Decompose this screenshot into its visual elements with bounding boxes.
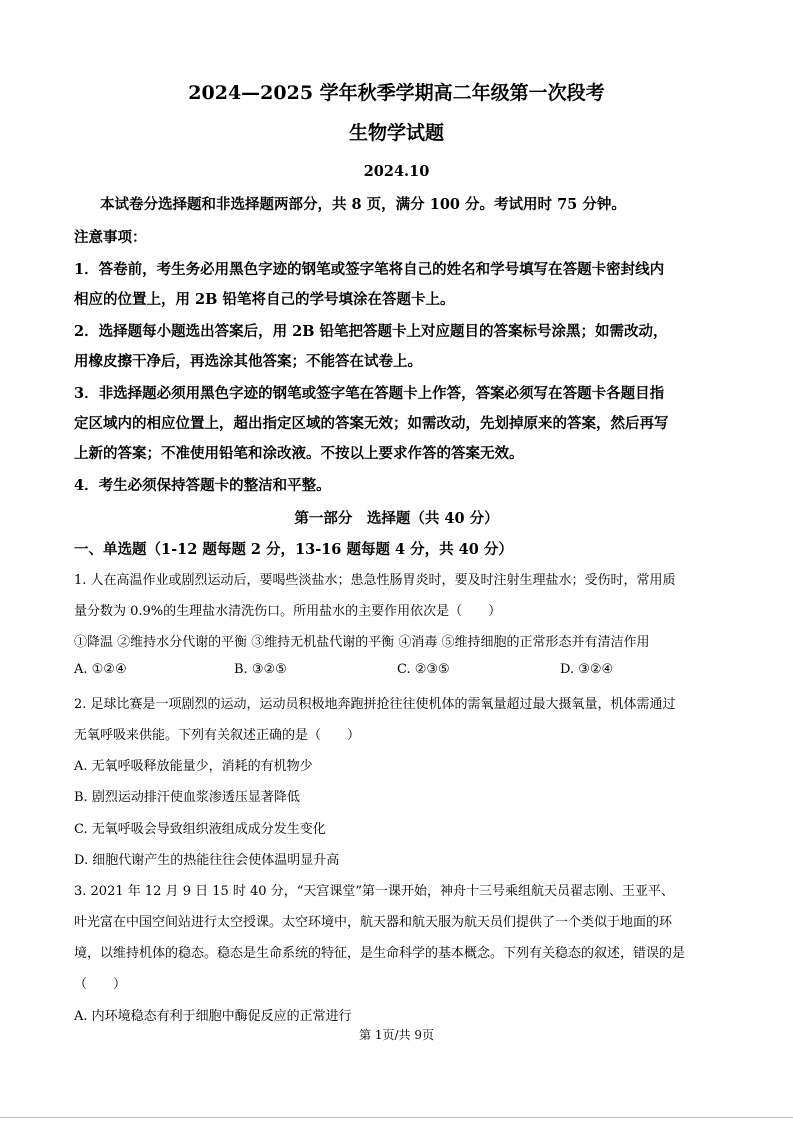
question-3-stem-line-4: （ ） (74, 977, 127, 992)
exam-subtitle: 生物学试题 (348, 122, 444, 144)
question-2-option-b: B. 剧烈运动排汗使血浆渗透压显著降低 (74, 790, 300, 805)
question-2-option-d: D. 细胞代谢产生的热能往往会使体温明显升高 (74, 853, 340, 868)
question-1-options (74, 662, 724, 680)
question-3-stem-line-1: 3. 2021 年 12 月 9 日 15 时 40 分，“天宫课堂”第一课开始，神舟十三号乘组航天员翟志刚、王亚平、 (74, 884, 674, 899)
notice-item-3-line-2: 定区域内的相应位置上，超出指定区域的答案无效；如需改动，先划掉原来的答案，然后再写 (74, 415, 669, 432)
notice-item-3-line-3: 上新的答案；不准使用铅笔和涂改液。不按以上要求作答的答案无效。 (74, 445, 524, 462)
notice-item-4: 4．考生必须保持答题卡的整洁和平整。 (74, 477, 331, 494)
question-1-option-b: B. ③②⑤ (234, 662, 287, 677)
section-heading: 一、单选题（1-12 题每题 2 分，13-16 题每题 4 分，共 40 分） (74, 541, 513, 558)
part-heading: 第一部分 选择题（共 40 分） (294, 510, 499, 527)
exam-date: 2024.10 (363, 163, 430, 180)
question-3-option-a: A. 内环境稳态有利于细胞中酶促反应的正常进行 (74, 1009, 352, 1024)
question-1-option-a: A. ①②④ (74, 662, 127, 677)
question-3-stem-line-2: 叶光富在中国空间站进行太空授课。太空环境中，航天器和航天服为航天员们提供了一个类似于地面的环 (74, 915, 673, 930)
exam-intro: 本试卷分选择题和非选择题两部分，共 8 页，满分 100 分。考试用时 75 分钟。 (100, 196, 626, 213)
page-bottom-divider (0, 1117, 793, 1118)
question-1-stem-line-2: 量分数为 0.9%的生理盐水清洗伤口。所用盐水的主要作用依次是（ ） (74, 604, 502, 619)
question-1-stem-line-1: 1. 人在高温作业或剧烈运动后，要喝些淡盐水；患急性肠胃炎时，要及时注射生理盐水；受伤时，常用质 (74, 573, 676, 588)
page-number: 第 1页/共 9页 (359, 1028, 434, 1042)
notice-item-2-line-1: 2．选择题每小题选出答案后，用 2B 铅笔把答题卡上对应题目的答案标号涂黑；如需改动， (74, 323, 668, 340)
notice-item-1-line-2: 相应的位置上，用 2B 铅笔将自己的学号填涂在答题卡上。 (74, 291, 455, 308)
notice-item-1-line-1: 1．答卷前，考生务必用黑色字迹的钢笔或签字笔将自己的姓名和学号填写在答题卡密封线内 (74, 261, 665, 278)
question-2-stem-line-2: 无氧呼吸来供能。下列有关叙述正确的是（ ） (74, 728, 361, 743)
question-1-items: ①降温 ②维持水分代谢的平衡 ③维持无机盐代谢的平衡 ④消毒 ⑤维持细胞的正常形态并有清洁作用 (74, 635, 650, 650)
question-2-option-a: A. 无氧呼吸释放能量少，消耗的有机物少 (74, 759, 313, 774)
question-2-stem-line-1: 2. 足球比赛是一项剧烈的运动，运动员积极地奔跑拼抢往往使机体的需氧量超过最大摄氧量，机体需通过 (74, 697, 676, 712)
question-2-option-c: C. 无氧呼吸会导致组织液组成成分发生变化 (74, 822, 326, 837)
question-1-option-c: C. ②③⑤ (397, 662, 450, 677)
exam-title: 2024—2025 学年秋季学期高二年级第一次段考 (188, 82, 605, 104)
notice-item-3-line-1: 3．非选择题必须用黑色字迹的钢笔或签字笔在答题卡上作答，答案必须写在答题卡各题目指 (74, 385, 665, 402)
question-1-option-d: D. ③②④ (560, 662, 614, 677)
notice-item-2-line-2: 用橡皮擦干净后，再选涂其他答案；不能答在试卷上。 (74, 353, 422, 370)
question-3-stem-line-3: 境，以维持机体的稳态。稳态是生命系统的特征，是生命科学的基本概念。下列有关稳态的叙述，错误的是 (74, 946, 686, 961)
notice-heading: 注意事项： (74, 229, 147, 246)
